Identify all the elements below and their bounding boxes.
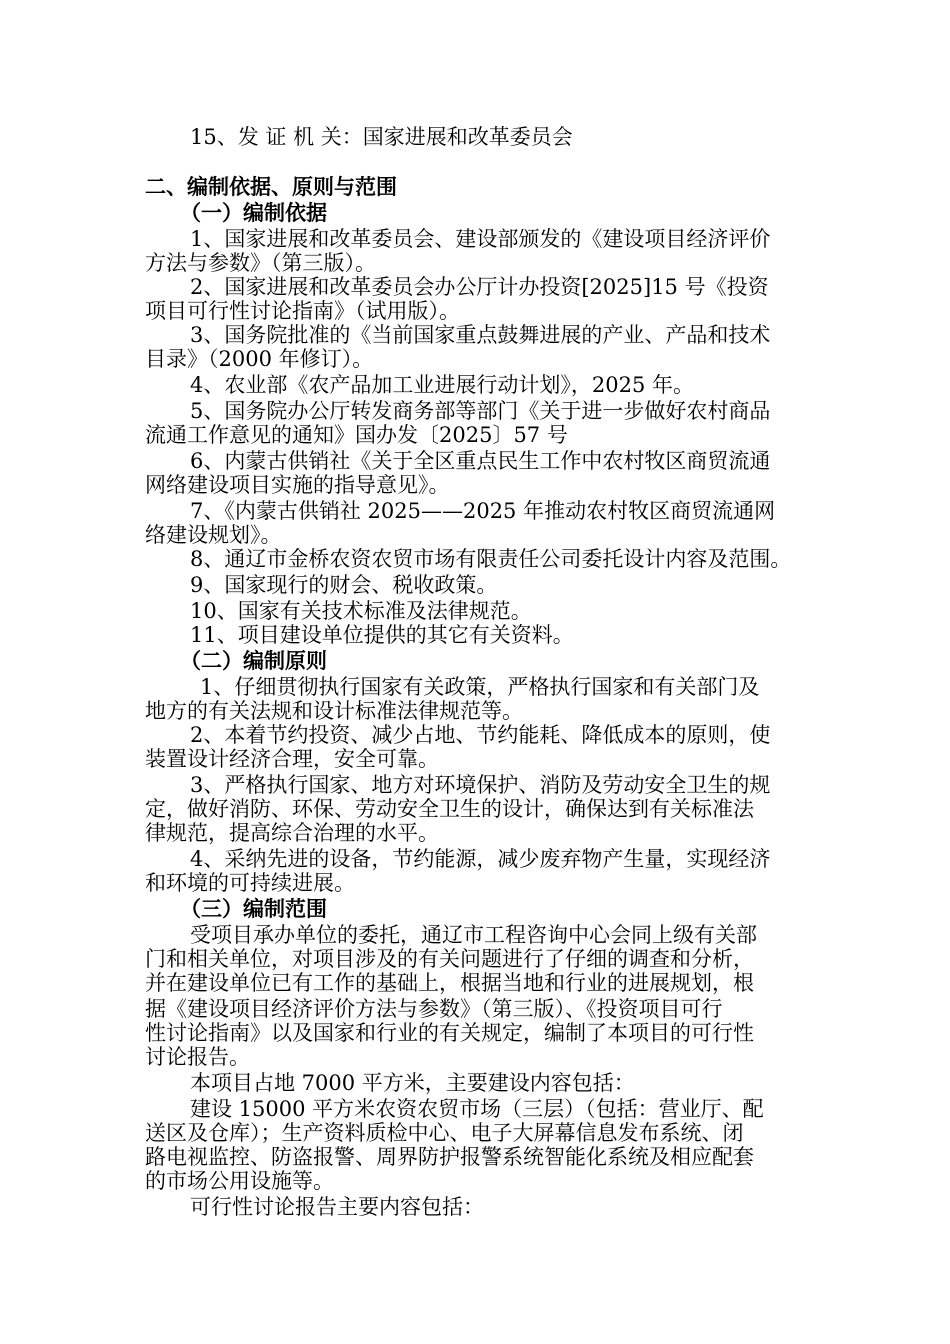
paragraph-line: 受项目承办单位的委托，通辽市工程咨询中心会同上级有关部 xyxy=(190,923,757,947)
paragraph-line: 4、农业部《农产品加工业进展行动计划》，2025 年。 xyxy=(190,373,694,397)
paragraph-line: 装置设计经济合理，安全可靠。 xyxy=(145,747,439,771)
paragraph-line: 6、内蒙古供销社《关于全区重点民生工作中农村牧区商贸流通 xyxy=(190,449,771,473)
paragraph-line: 3、国务院批准的《当前国家重点鼓舞进展的产业、产品和技术 xyxy=(190,323,771,347)
paragraph-line: 本项目占地 7000 平方米，主要建设内容包括： xyxy=(190,1071,635,1095)
subsection-heading: （三）编制范围 xyxy=(180,897,327,921)
paragraph-line: 4、采纳先进的设备，节约能源，减少废弃物产生量，实现经济 xyxy=(190,847,771,871)
paragraph-line: 地方的有关法规和设计标准法律规范等。 xyxy=(145,699,523,723)
paragraph-line: 门和相关单位，对项目涉及的有关问题进行了仔细的调查和分析， xyxy=(145,947,754,971)
paragraph-line: 律规范，提高综合治理的水平。 xyxy=(145,821,439,845)
paragraph-line: 性讨论指南》以及国家和行业的有关规定，编制了本项目的可行性 xyxy=(145,1021,754,1045)
paragraph-line: 可行性讨论报告主要内容包括： xyxy=(190,1195,484,1219)
paragraph-line: 送区及仓库）；生产资料质检中心、电子大屏幕信息发布系统、闭 xyxy=(145,1121,744,1145)
paragraph-line: 网络建设项目实施的指导意见》。 xyxy=(145,473,450,497)
paragraph-line: 1、国家进展和改革委员会、建设部颁发的《建设项目经济评价 xyxy=(190,227,771,251)
paragraph-line: 2、国家进展和改革委员会办公厅计办投资[2025]15 号《投资 xyxy=(190,275,769,299)
paragraph-line: 5、国务院办公厅转发商务部等部门《关于进一步做好农村商品 xyxy=(190,399,771,423)
paragraph-line: 10、国家有关技术标准及法律规范。 xyxy=(190,599,532,623)
paragraph-line: 2、本着节约投资、减少占地、节约能耗、降低成本的原则，使 xyxy=(190,723,771,747)
issuing-authority-line: 15、发 证 机 关：国家进展和改革委员会 xyxy=(190,125,573,149)
paragraph-line: 路电视监控、防盗报警、周界防护报警系统智能化系统及相应配套 xyxy=(145,1145,754,1169)
paragraph-line: 3、严格执行国家、地方对环境保护、消防及劳动安全卫生的规 xyxy=(190,773,771,797)
paragraph-line: 并在建设单位已有工作的基础上，根据当地和行业的进展规划，根 xyxy=(145,971,754,995)
paragraph-line: 的市场公用设施等。 xyxy=(145,1169,334,1193)
paragraph-line: 8、通辽市金桥农资农贸市场有限责任公司委托设计内容及范围。 xyxy=(190,547,792,571)
paragraph-line: 讨论报告。 xyxy=(145,1045,250,1069)
paragraph-line: 1、仔细贯彻执行国家有关政策，严格执行国家和有关部门及 xyxy=(200,675,760,699)
paragraph-line: 9、国家现行的财会、税收政策。 xyxy=(190,573,498,597)
subsection-heading: （二）编制原则 xyxy=(180,649,327,673)
paragraph-line: 和环境的可持续进展。 xyxy=(145,871,355,895)
paragraph-line: 目录》（2000 年修订）。 xyxy=(145,347,374,371)
paragraph-line: 方法与参数》（第三版）。 xyxy=(145,251,376,275)
subsection-heading: （一）编制依据 xyxy=(180,201,327,225)
paragraph-line: 络建设规划》。 xyxy=(145,523,282,547)
paragraph-line: 项目可行性讨论指南》（试用版）。 xyxy=(145,299,460,323)
paragraph-line: 11、项目建设单位提供的其它有关资料。 xyxy=(190,623,574,647)
paragraph-line: 流通工作意见的通知》国办发〔2025〕57 号 xyxy=(145,423,568,447)
paragraph-line: 7、《内蒙古供销社 2025——2025 年推动农村牧区商贸流通网 xyxy=(190,499,776,523)
section-heading: 二、编制依据、原则与范围 xyxy=(145,175,397,199)
paragraph-line: 据《建设项目经济评价方法与参数》（第三版）、《投资项目可行 xyxy=(145,997,723,1021)
paragraph-line: 建设 15000 平方米农资农贸市场（三层）（包括：营业厅、配 xyxy=(190,1097,764,1121)
paragraph-line: 定，做好消防、环保、劳动安全卫生的设计，确保达到有关标准法 xyxy=(145,797,754,821)
